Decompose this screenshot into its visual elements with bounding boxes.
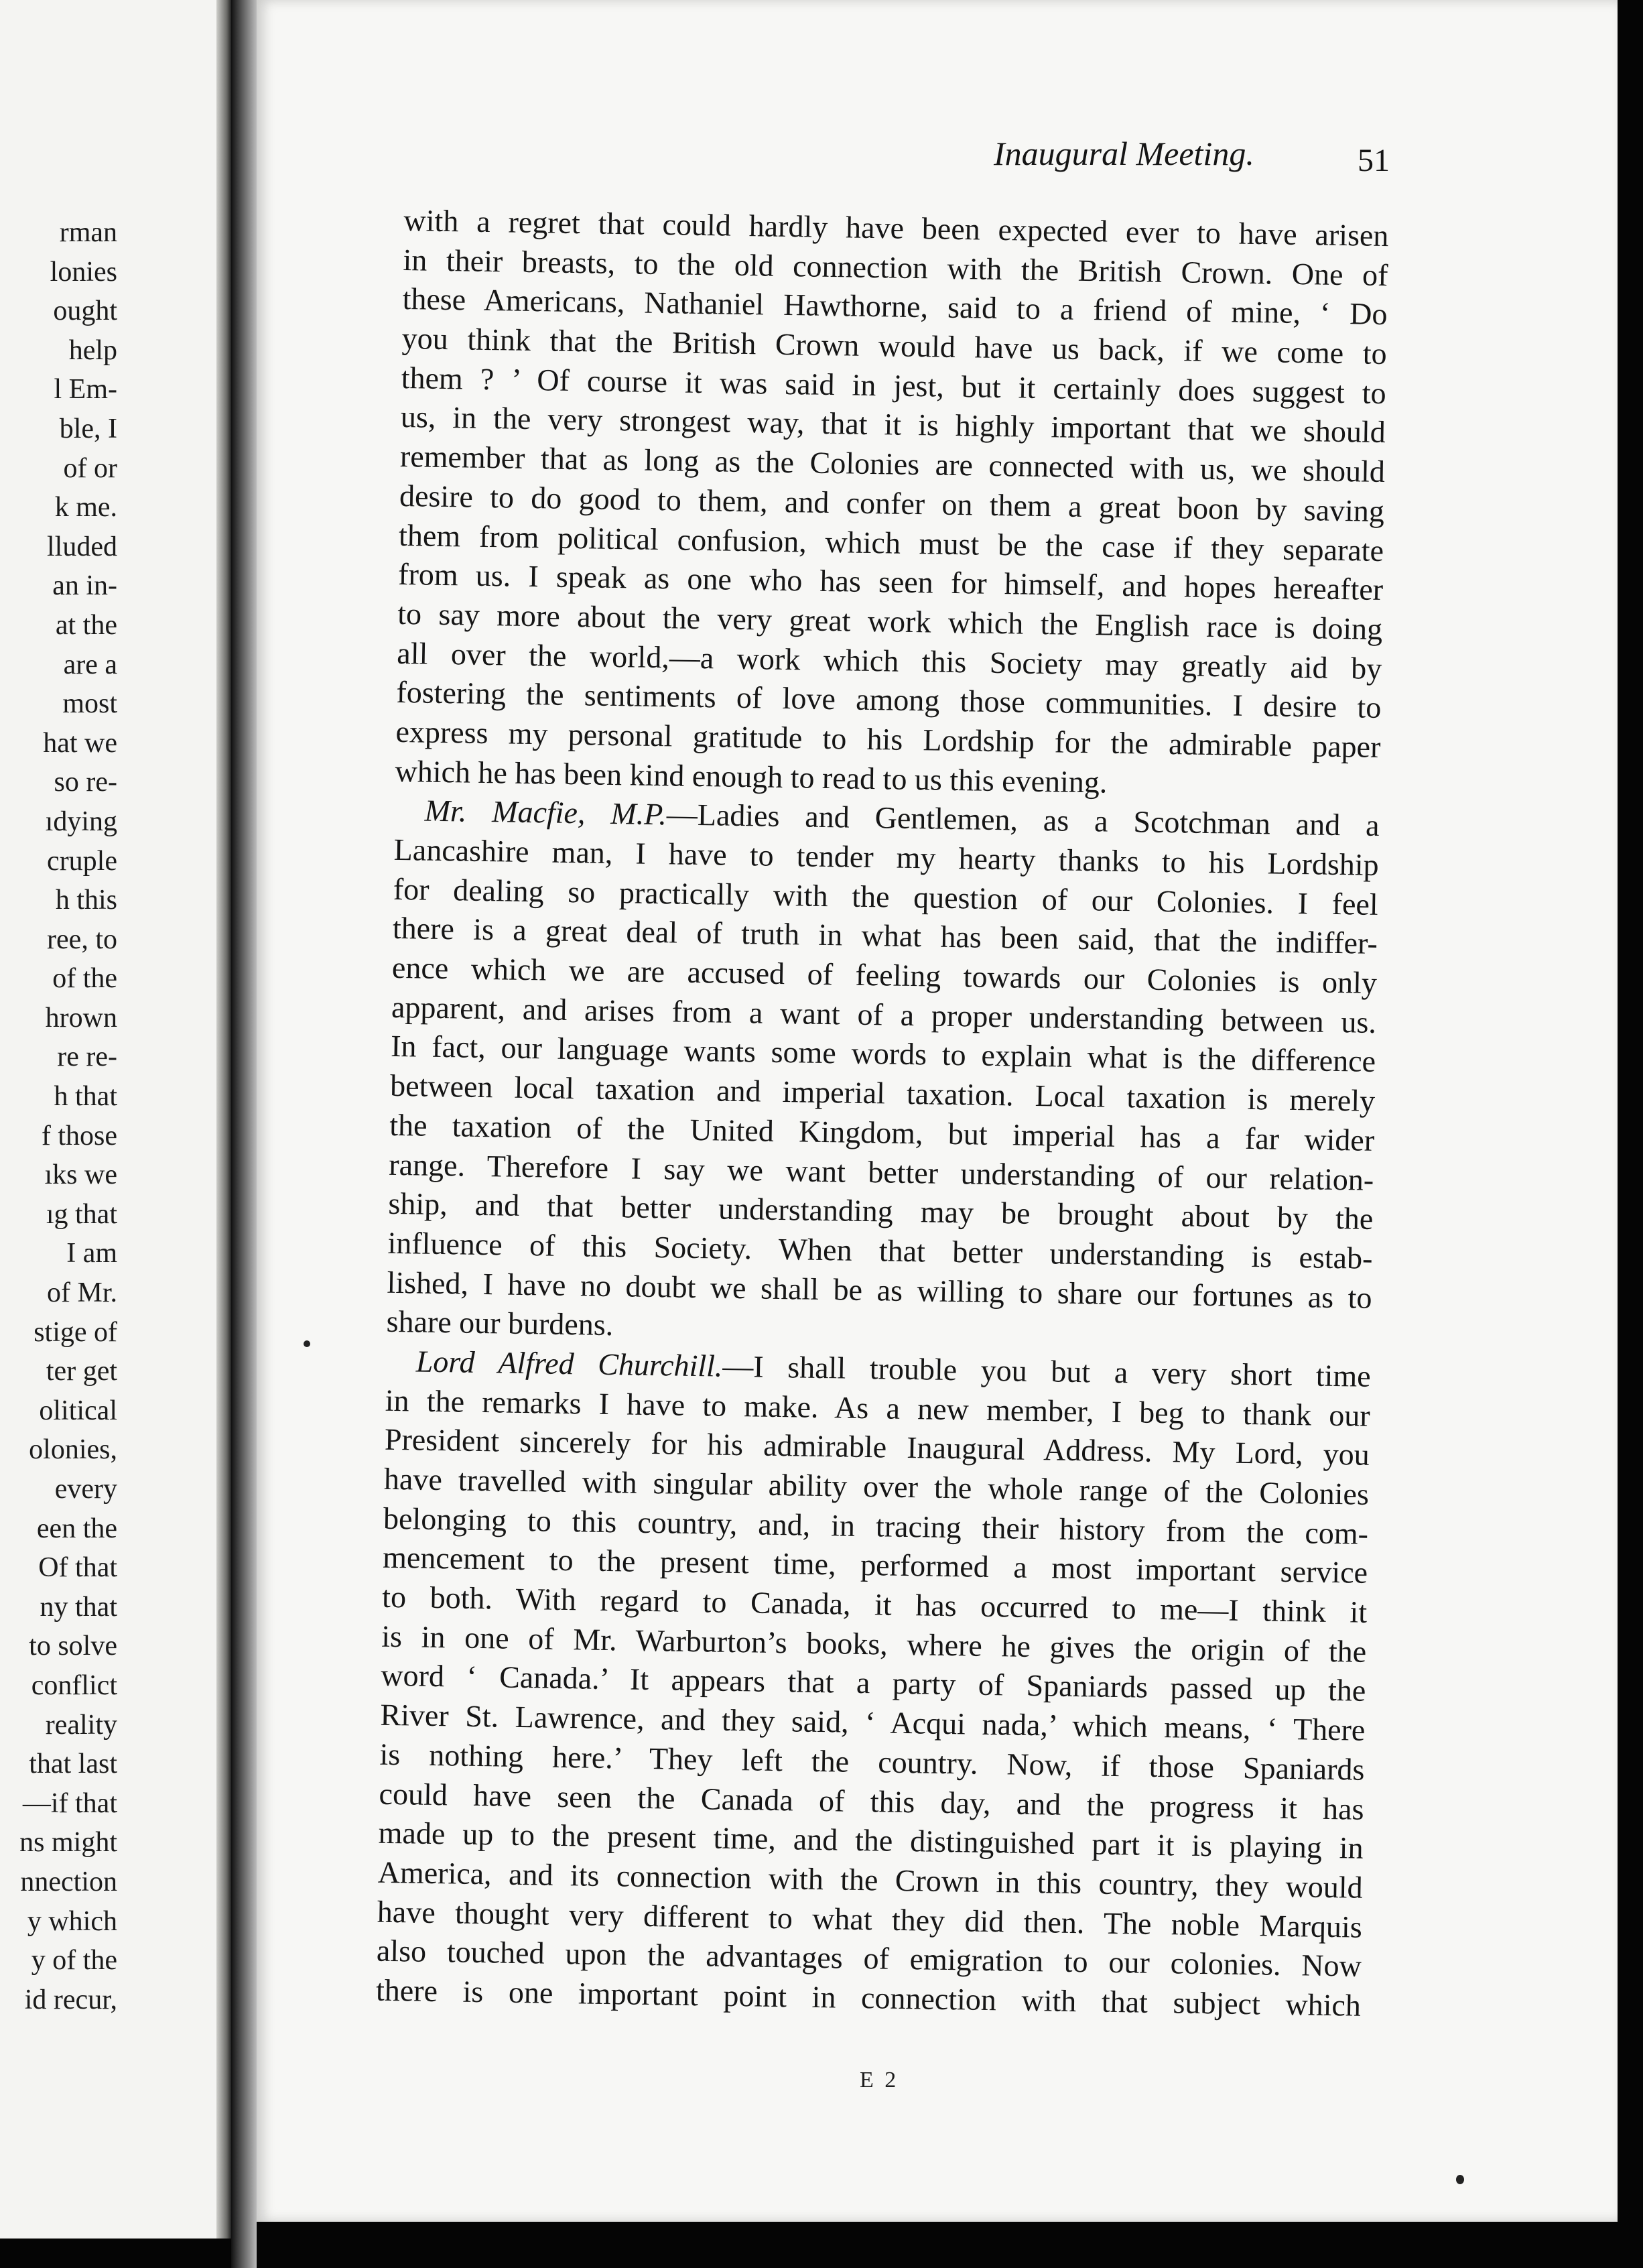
text-line: from us. I speak as one who has seen for himself, and hopes hereafter [397,557,1384,607]
text-line: ence which we are accused of feeling towards our Colonies is only [391,950,1378,1001]
text-line: us, in the very strongest way, that it is highly important that we should [400,399,1386,450]
running-head: Inaugural Meeting. [994,135,1254,172]
text-line: mencement to the present time, performed a most important service [382,1540,1368,1590]
previous-page-line: hat we [43,727,117,759]
previous-page-line: stige of [34,1316,117,1348]
previous-page-line: nnection [20,1866,117,1897]
book-spine [231,0,257,2268]
previous-page-line: rman [59,217,117,248]
previous-page-line: k me. [54,492,117,523]
text-line: influence of this Society. When that better understanding is estab- [387,1225,1373,1275]
previous-page-line: ble, I [59,413,117,444]
previous-page-line: h this [55,885,117,916]
paragraph-2-opening: —Ladies and Gentlemen, as a Scotchman and a [666,797,1380,843]
text-line: President sincerely for his admirable Inaugural Address. My Lord, you [384,1422,1370,1472]
text-line: in the remarks I have to make. As a new member, I beg to thank our [385,1383,1371,1433]
previous-page-line: Of that [38,1552,117,1584]
previous-page-line: an in- [52,570,117,602]
previous-page-line: I am [66,1238,117,1269]
text-line: apparent, and arises from a want of a proper understanding between us. [391,989,1377,1040]
previous-page-line: olitical [39,1395,117,1426]
text-line: River St. Lawrence, and they said, ‘ Acqui nada,’ which means, ‘ There [380,1697,1366,1747]
text-line: you think that the British Crown would have us back, if we come to [401,321,1388,371]
previous-page-line: cruple [47,845,117,877]
previous-page-line: id recur, [24,1984,117,2015]
text-line: ship, and that better understanding may be brought about by the [388,1186,1374,1237]
text-line: have travelled with singular ability over the whole range of the Colonies [383,1461,1370,1511]
previous-page-line: are a [63,649,117,680]
previous-page-line: to solve [29,1631,117,1662]
text-line: share our burdens. [386,1304,614,1342]
previous-page-line: olonies, [29,1434,117,1466]
previous-page-line: hrown [45,1002,117,1033]
current-page [257,0,1618,2222]
text-line: there is one important point in connection with that subject which [375,1972,1362,2023]
previous-page-line: h that [54,1081,117,1113]
previous-page-line: y of the [31,1945,117,1976]
text-line: in their breasts, to the old connection with the British Crown. One of [403,242,1388,292]
previous-page-line: lonies [50,256,117,288]
text-line: remember that as long as the Colonies are connected with us, we should [399,439,1386,489]
previous-page-line: most [62,688,117,720]
text-line: Lancashire man, I have to tender my hearty thanks to his Lordship [393,832,1380,882]
previous-page-line: een the [36,1513,117,1544]
text-line: also touched upon the advantages of emigration to our colonies. Now [376,1933,1362,1984]
previous-page-line: ree, to [47,924,117,955]
text-line: have thought very different to what they did then. The noble Marquis [377,1894,1363,1944]
previous-page-line: help [68,334,117,366]
text-line: which he has been kind enough to read to us this evening. [395,753,1108,800]
previous-page-line: l Em- [54,374,117,405]
text-line: is in one of Mr. Warburton’s books, where he gives the origin of the [381,1619,1367,1669]
previous-page-line: re re- [57,1042,117,1073]
text-line: is nothing here.’ They left the country. Now, if those Spaniards [379,1737,1365,1787]
previous-page-line: so re- [54,767,117,798]
previous-page-line: y which [27,1905,117,1937]
previous-page-line: lluded [47,531,117,562]
previous-page-line: —if that [22,1787,117,1819]
paragraph-3 [376,1342,1371,2026]
previous-page-line: ıks we [44,1159,117,1191]
text-line: express my personal gratitude to his Lordship for the admirable paper [395,714,1381,764]
text-line: made up to the present time, and the distinguished part it is playing in [378,1815,1364,1865]
previous-page-line: reality [45,1709,117,1741]
text-line: to both. With regard to Canada, it has occurred to me—I think it [381,1579,1368,1629]
text-line: could have seen the Canada of this day, and the progress it has [379,1776,1364,1826]
previous-page-line: at the [55,609,117,641]
page-number: 51 [1358,143,1390,178]
paragraph-2 [386,791,1380,1357]
previous-page-line: ns might [19,1827,117,1858]
previous-page-line: every [54,1474,117,1505]
previous-page-line: ny that [40,1591,117,1623]
text-line: between local taxation and imperial taxation. Local taxation is merely [389,1068,1376,1119]
text-line: belonging to this country, and, in tracing their history from the com- [383,1501,1369,1551]
previous-page-line: of Mr. [47,1277,117,1309]
previous-page-line: f those [41,1120,117,1151]
previous-page-line: ought [53,296,117,327]
text-line: there is a great deal of truth in what has been said, that the indiffer- [392,911,1378,961]
previous-page-line: of the [52,963,117,995]
text-line: the taxation of the United Kingdom, but imperial has a far wider [389,1107,1375,1157]
page-gutter [216,0,231,2239]
previous-page-line: of or [63,452,117,484]
text-line: In fact, our language wants some words to explain what is the difference [390,1029,1376,1079]
text-line: America, and its connection with the Crown in this country, they would [377,1854,1364,1905]
previous-page-text [0,213,117,2019]
previous-page-line: conflict [31,1670,117,1701]
paragraph-3-opening: —I shall trouble you but a very short time [722,1348,1372,1393]
text-line: all over the world,—a work which this Society may greatly aid by [397,635,1382,686]
text-line: word ‘ Canada.’ It appears that a party of Spaniards passed up the [381,1658,1366,1708]
ink-speck [304,1340,310,1347]
previous-page-fragment [0,0,231,2239]
ink-speck [1456,2175,1464,2184]
text-line: fostering the sentiments of love among those communities. I desire to [396,675,1382,725]
text-line: for dealing so practically with the question of our Colonies. I feel [393,871,1379,922]
previous-page-line: ıdying [45,806,117,837]
text-line: to say more about the very great work which the English race is doing [397,596,1383,646]
speaker-name: Mr. Macfie, M.P. [424,793,667,832]
text-line: these Americans, Nathaniel Hawthorne, said to a friend of mine, ‘ Do [402,281,1388,332]
text-line: range. Therefore I say we want better understanding of our relation- [389,1147,1374,1197]
previous-page-line: ter get [46,1356,117,1387]
signature-mark: E 2 [860,2068,899,2092]
text-line: them from political confusion, which must be the case if they separate [398,517,1384,568]
text-line: them ? ’ Of course it was said in jest, but it certainly does suggest to [401,360,1387,410]
speaker-name: Lord Alfred Churchill. [415,1344,723,1383]
page-body [376,201,1389,2025]
paragraph-1 [395,201,1389,806]
text-line: lished, I have no doubt we shall be as willing to share our fortunes as to [387,1265,1372,1315]
previous-page-line: ıg that [46,1198,117,1230]
text-line: desire to do good to them, and confer on them a great boon by saving [399,478,1385,528]
previous-page-line: that last [29,1749,117,1780]
text-line: with a regret that could hardly have been expected ever to have arisen [403,202,1389,253]
